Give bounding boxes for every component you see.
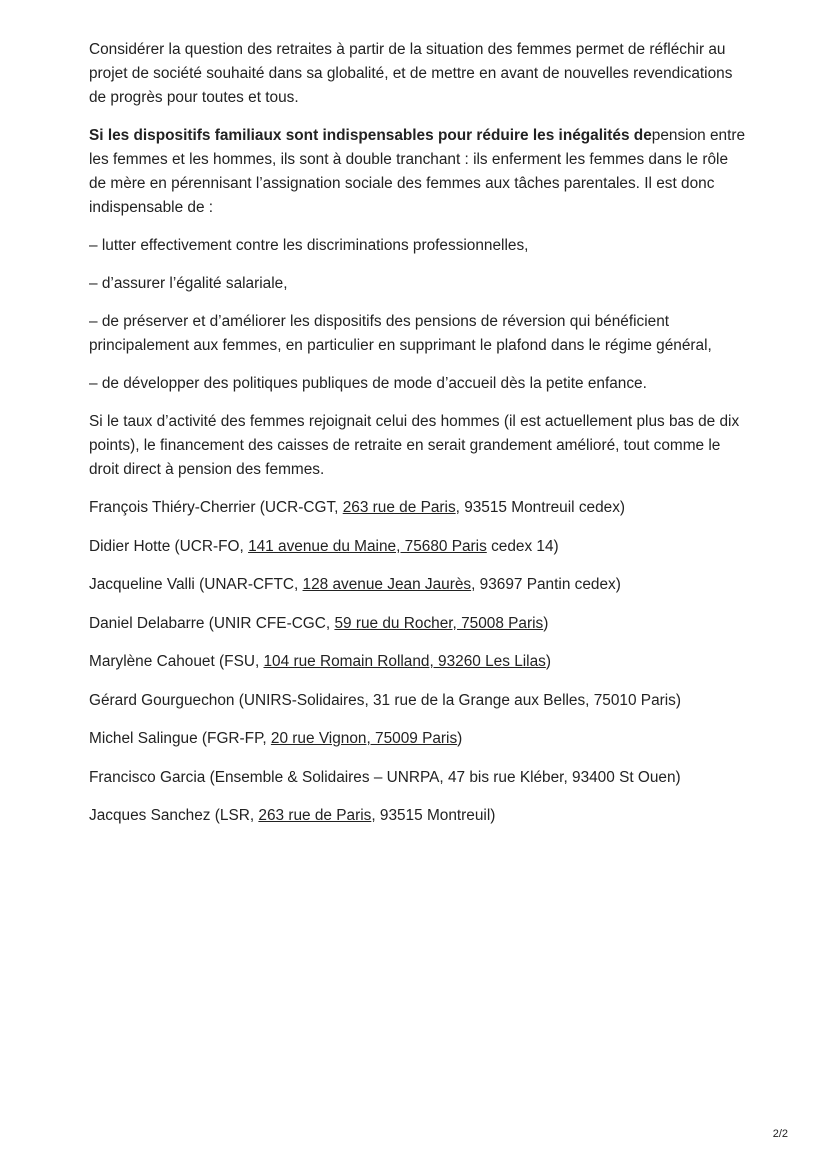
signatory: Jacques Sanchez (LSR, 263 rue de Paris, 93515 Montreuil) [89, 807, 496, 824]
signatory: Marylène Cahouet (FSU, 104 rue Romain Rolland, 93260 Les Lilas) [89, 653, 551, 670]
address-link[interactable]: 128 avenue Jean Jaurès [302, 576, 472, 593]
signatory: François Thiéry-Cherrier (UCR-CGT, 263 rue de Paris, 93515 Montreuil cedex) [89, 499, 626, 516]
signatory: Michel Salingue (FGR-FP, 20 rue Vignon, 75009 Paris) [89, 730, 463, 747]
signatory: Gérard Gourguechon (UNIRS-Solidaires, 31 rue de la Grange aux Belles, 75010 Paris) [89, 691, 681, 709]
address-link[interactable]: 141 avenue du Maine, 75680 Paris [248, 537, 487, 555]
page-number: 2/2 [772, 1128, 788, 1140]
bullet-survivor-pensions: – de préserver et d’améliorer les dispositifs des pensions de réversion qui bénéficient principalement aux femmes, en particulier en supprimant le plafond dans le régime général, [89, 313, 712, 354]
signatory: Daniel Delabarre (UNIR CFE-CGC, 59 rue du Rocher, 75008 Paris) [89, 614, 549, 632]
address-link[interactable]: 20 rue Vignon, 75009 Paris [270, 730, 458, 747]
paragraph-rest: pension entre les femmes et les hommes, ils sont à double tranchant : ils enferment les femmes dans le rôle de mère en pérennisant l’assignation sociale des femmes aux tâches parentales. Il est donc indispensable de : [89, 127, 746, 216]
signatory: Jacqueline Valli (UNAR-CFTC, 128 avenue Jean Jaurès, 93697 Pantin cedex) [89, 576, 621, 593]
address-link[interactable]: 104 rue Romain Rolland, 93260 Les Lilas [263, 653, 546, 670]
paragraph-family-measures [89, 124, 749, 220]
paragraph-intro: Considérer la question des retraites à partir de la situation des femmes permet de réfléchir au projet de société souhaité dans sa globalité, et de mettre en avant de nouvelles revendications de progrès pour toutes et tous. [89, 41, 733, 106]
address-link[interactable]: 263 rue de Paris [342, 499, 456, 516]
address-link[interactable]: 263 rue de Paris [258, 807, 372, 824]
paragraph-activity-rate: Si le taux d’activité des femmes rejoignait celui des hommes (il est actuellement plus bas de dix points), le financement des caisses de retraite en serait grandement amélioré, tout comme le droit direct à pension des femmes. [89, 413, 740, 478]
bullet-discrimination: – lutter effectivement contre les discriminations professionnelles, [89, 237, 529, 254]
signatory: Didier Hotte (UCR-FO, 141 avenue du Maine, 75680 Paris cedex 14) [89, 537, 559, 555]
signatories-list [89, 496, 749, 828]
signatory: Francisco Garcia (Ensemble & Solidaires – UNRPA, 47 bis rue Kléber, 93400 St Ouen) [89, 768, 681, 786]
bullet-childcare: – de développer des politiques publiques de mode d’accueil dès la petite enfance. [89, 375, 647, 392]
document-body [89, 38, 749, 843]
bold-lead: Si les dispositifs familiaux sont indispensables pour réduire les inégalités de [89, 127, 652, 144]
address-link[interactable]: 59 rue du Rocher, 75008 Paris [334, 614, 544, 632]
bullet-equal-pay: – d’assurer l’égalité salariale, [89, 275, 288, 292]
